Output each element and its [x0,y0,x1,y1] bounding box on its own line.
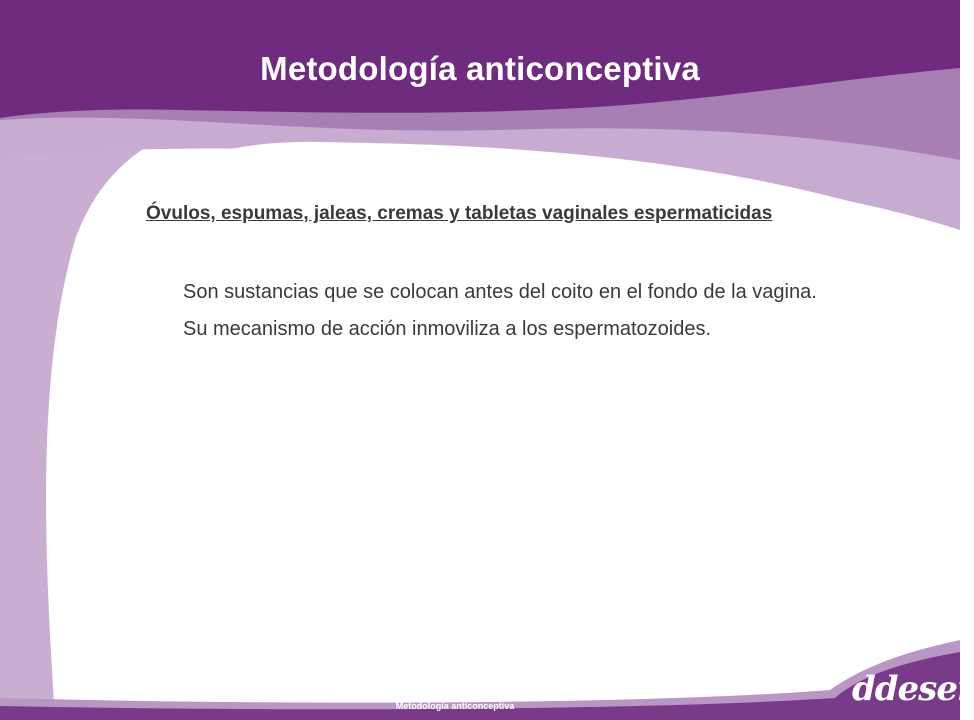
slide-subtitle: Óvulos, espumas, jaleas, cremas y tabletas vaginales espermaticidas [146,203,773,224]
ddeser-logo: ddeser [852,669,974,709]
body-line-1: Son sustancias que se colocan antes del coito en el fondo de la vagina. [183,281,817,303]
content-area [73,142,960,720]
slide-title: Metodología anticonceptiva [260,50,700,87]
footer-text: Metodología anticonceptiva [395,701,515,711]
body-line-2: Su mecanismo de acción inmoviliza a los espermatozoides. [183,318,712,340]
